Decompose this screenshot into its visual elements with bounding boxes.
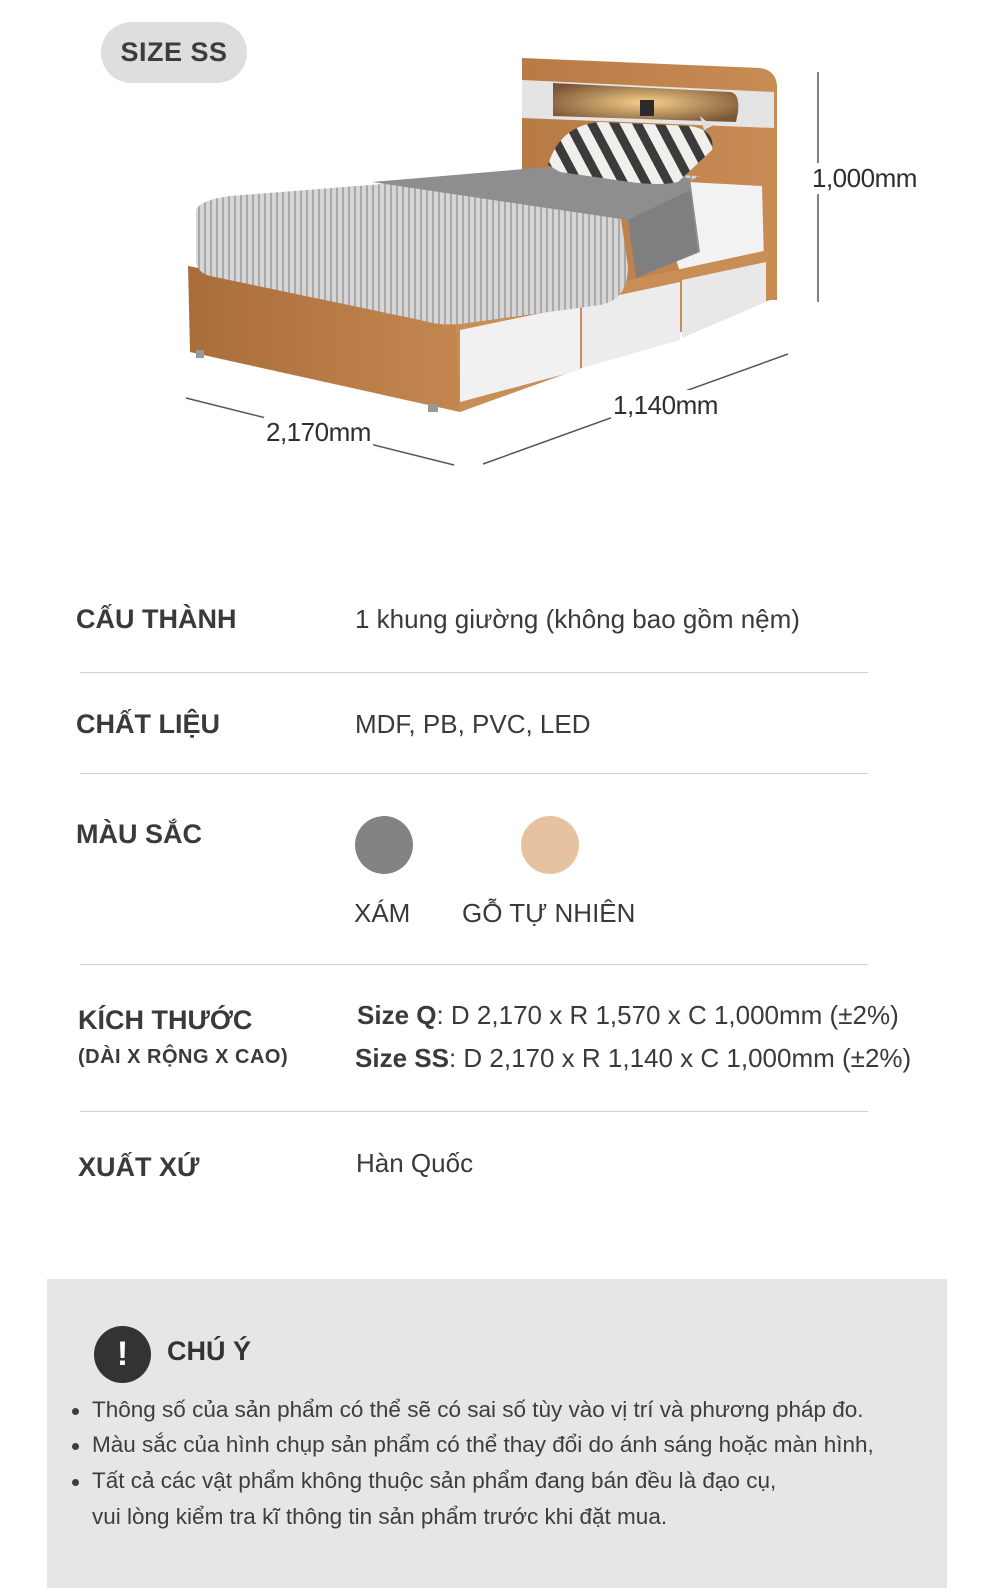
divider (80, 672, 868, 673)
color-name-gray: XÁM (354, 898, 411, 928)
height-dimension: 1,000mm (812, 163, 917, 193)
composition-label: CẤU THÀNH (76, 604, 237, 634)
bed-illustration (0, 0, 1000, 500)
note-item-continuation: vui lòng kiểm tra kĩ thông tin sản phẩm trước khi đặt mua. (92, 1504, 668, 1529)
note-item: Thông số của sản phẩm có thể sẽ có sai số tùy vào vị trí và phương pháp đo. (92, 1397, 864, 1422)
divider (80, 1111, 868, 1112)
note-item: Màu sắc của hình chụp sản phẩm có thể thay đổi do ánh sáng hoặc màn hình, (92, 1432, 874, 1457)
size-line-ss (355, 1043, 911, 1074)
color-swatch-natural-wood[interactable] (521, 816, 579, 874)
note-item: Tất cả các vật phẩm không thuộc sản phẩm đang bán đều là đạo cụ, (92, 1468, 777, 1493)
size-badge: SIZE SS (101, 22, 247, 83)
bullet-icon (72, 1479, 79, 1486)
size-value: : D 2,170 x R 1,140 x C 1,000mm (±2%) (448, 1043, 912, 1073)
divider (80, 773, 868, 774)
size-name: Size SS (355, 1043, 449, 1073)
material-value: MDF, PB, PVC, LED (355, 709, 591, 739)
color-swatch-gray[interactable] (355, 816, 413, 874)
alert-icon: ! (94, 1326, 151, 1383)
color-label: MÀU SẮC (76, 819, 202, 849)
bullet-icon (72, 1408, 79, 1415)
note-title: CHÚ Ý (167, 1336, 252, 1366)
bullet-icon (72, 1443, 79, 1450)
size-line-q (357, 1000, 899, 1031)
size-sublabel: (DÀI X RỘNG X CAO) (78, 1046, 289, 1068)
color-name-natural-wood: GỖ TỰ NHIÊN (462, 898, 636, 928)
length-dimension: 2,170mm (266, 417, 371, 447)
width-dimension: 1,140mm (613, 390, 718, 420)
origin-value: Hàn Quốc (356, 1148, 474, 1178)
size-label: KÍCH THƯỚC (78, 1005, 253, 1035)
size-name: Size Q (357, 1000, 437, 1030)
origin-label: XUẤT XỨ (78, 1152, 200, 1182)
composition-value: 1 khung giường (không bao gồm nệm) (355, 604, 800, 634)
size-value: : D 2,170 x R 1,570 x C 1,000mm (±2%) (436, 1000, 899, 1030)
material-label: CHẤT LIỆU (76, 709, 220, 739)
divider (80, 964, 868, 965)
